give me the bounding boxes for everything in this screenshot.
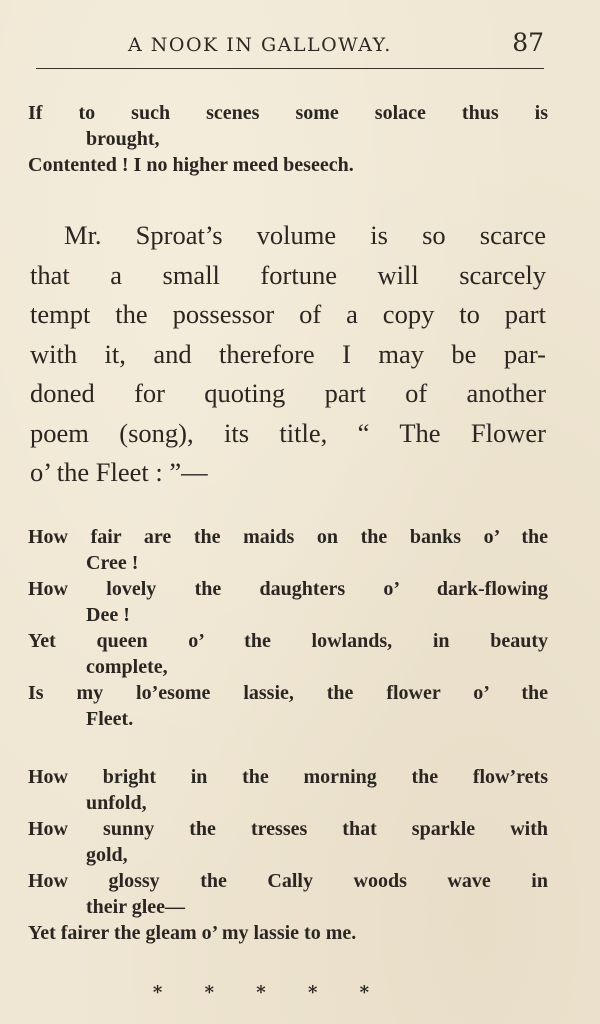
stanza-two — [28, 764, 548, 946]
prose-line: tempt the possessor of a copy to part — [30, 299, 546, 329]
verse-line: brought, — [86, 128, 160, 150]
prose-line: that a small fortune will scarcely — [30, 259, 546, 290]
verse-line: If to such scenes some solace thus is — [28, 102, 548, 124]
verse-line: Contented ! I no higher meed beseech. — [28, 154, 354, 176]
prose-line: Mr. Sproat’s volume is so scarce — [64, 220, 546, 250]
verse-line: How bright in the morning the flow’rets — [28, 766, 548, 788]
verse-line: complete, — [86, 656, 168, 678]
verse-line: their glee— — [86, 896, 186, 918]
verse-line: Fleet. — [86, 708, 134, 730]
prose-line: with it, and therefore I may be par- — [30, 338, 546, 369]
verse-line: How fair are the maids on the banks o’ the — [28, 526, 548, 548]
verse-top — [28, 100, 548, 178]
verse-line: Yet fairer the gleam o’ my lassie to me. — [28, 922, 357, 944]
prose-line: poem (song), its title, “ The Flower — [30, 417, 546, 448]
verse-line: How glossy the Cally woods wave in — [28, 870, 548, 892]
prose-paragraph — [30, 216, 546, 493]
prose-line: o’ the Fleet : ”— — [30, 457, 208, 487]
verse-line: How lovely the daughters o’ dark-flowing — [28, 578, 548, 600]
verse-line: How sunny the tresses that sparkle with — [28, 818, 548, 840]
verse-line: Cree ! — [86, 552, 139, 574]
verse-line: Yet queen o’ the lowlands, in beauty — [28, 630, 548, 652]
prose-line: doned for quoting part of another — [30, 378, 546, 408]
section-break: * * * * * — [152, 982, 388, 1003]
verse-line: gold, — [86, 844, 128, 866]
page-number: 87 — [512, 28, 544, 57]
verse-line: Dee ! — [86, 604, 130, 626]
running-title: A NOOK IN GALLOWAY. — [128, 34, 392, 56]
verse-line: unfold, — [86, 792, 147, 814]
verse-line: Is my lo’esome lassie, the flower o’ the — [28, 682, 548, 704]
page-header — [36, 28, 544, 69]
stanza-one — [28, 524, 548, 732]
